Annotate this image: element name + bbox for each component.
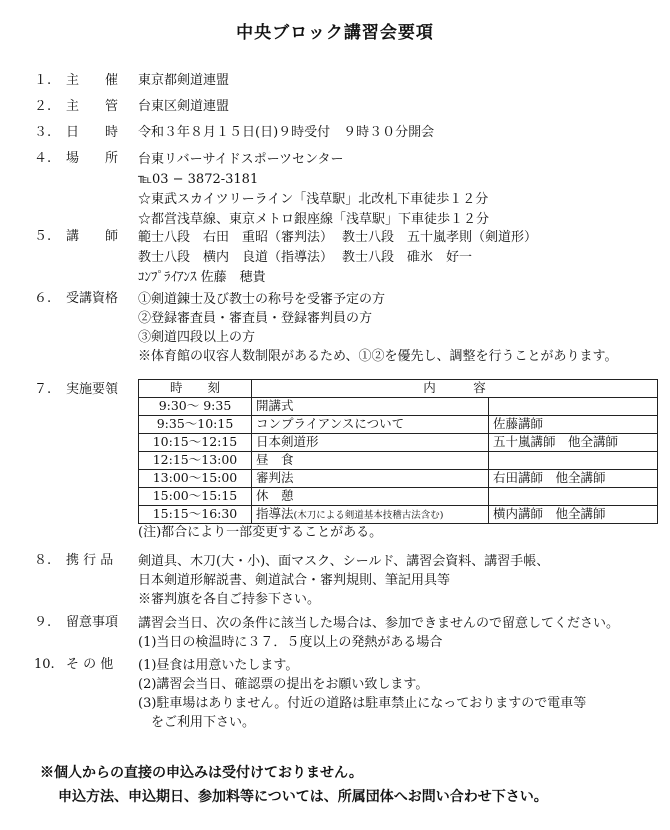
table-header-row [139,380,658,398]
section-number: ９. [34,615,52,630]
venue-access: ☆都営浅草線、東京メトロ銀座線「浅草駅」下車徒歩１２分 [138,212,490,227]
section-number: １. [34,73,52,88]
items-text: 日本剣道形解説書、剣道試合・審判規則、筆記用具等 [138,573,451,588]
section-label: 主 管 [66,99,118,114]
eligibility-item: ①剣道錬士及び教士の称号を受審予定の方 [138,292,386,307]
section-text: 東京都剣道連盟 [138,73,230,88]
section-number: ４. [34,151,52,166]
instructor-row: 教士八段 横内 良道（指導法） 教士八段 碓氷 好一 [138,250,473,265]
section-label: 受講資格 [66,291,119,306]
section-label: 留意事項 [66,615,119,630]
section-number: 10. [34,657,55,672]
other-text: (3)駐車場はありません。付近の道路は駐車禁止になっておりますので電車等 [138,696,587,711]
table-row: 15:15〜16:30 指導法(木刀による剣道基本技稽古法含む) 横内講師 他全講師 [139,506,658,524]
table-row: 9:35〜10:15 コンプライアンスについて 佐藤講師 [139,416,658,434]
items-note: ※審判旗を各自ご持参下さい。 [138,592,321,607]
venue-name: 台東リバーサイドスポーツセンター [138,152,344,167]
section-label: 講 師 [66,229,118,244]
section-number: ５. [34,229,52,244]
venue-phone: ℡03 − 3872-3181 [138,172,259,187]
footer-notice: ※個人からの直接の申込みは受付けておりません。 [40,765,363,781]
section-label: 日 時 [66,125,118,140]
section-label: 実施要領 [66,382,119,397]
section-text: 令和３年８月１５日(日)９時受付 ９時３０分開会 [138,125,435,140]
content-header: 内 容 [252,380,658,398]
other-text: をご利用下さい。 [138,715,256,730]
table-row: 12:15〜13:00 昼 食 [139,452,658,470]
other-text: (2)講習会当日、確認票の提出をお願い致します。 [138,677,429,692]
section-number: ６. [34,291,52,306]
section-label: 携 行 品 [66,553,114,568]
instructor-row: 範士八段 右田 重昭（審判法） 教士八段 五十嵐孝則（剣道形） [138,230,538,245]
notes-text: 講習会当日、次の条件に該当した場合は、参加できませんので留意してください。 [138,616,620,631]
table-row: 9:30〜 9:35 開講式 [139,398,658,416]
section-label: 主 催 [66,73,118,88]
schedule-table [138,379,658,524]
other-text: (1)昼食は用意いたします。 [138,658,299,673]
section-number: ７. [34,382,52,397]
table-row: 10:15〜12:15 日本剣道形 五十嵐講師 他全講師 [139,434,658,452]
eligibility-item: ③剣道四段以上の方 [138,330,256,345]
section-number: ２. [34,99,52,114]
eligibility-item: ②登録審査員・審査員・登録審判員の方 [138,311,373,326]
page-title: 中央ブロック講習会要項 [236,23,434,43]
eligibility-note: ※体育館の収容人数制限があるため、①②を優先し、調整を行うことがあります。 [138,349,618,364]
table-row: 13:00〜15:00 審判法 右田講師 他全講師 [139,470,658,488]
section-number: ３. [34,125,52,140]
time-header: 時 刻 [139,380,252,398]
venue-access: ☆東武スカイツリーライン「浅草駅」北改札下車徒歩１２分 [138,192,489,207]
instructor-row: ｺﾝﾌﾟﾗｲｱﾝｽ 佐藤 穂貴 [138,270,266,285]
section-text: 台東区剣道連盟 [138,99,230,114]
section-label: 場 所 [66,151,118,166]
notes-text: (1)当日の検温時に３７．５度以上の発熱がある場合 [138,635,443,650]
footer-inquiry: 申込方法、申込期日、参加料等については、所属団体へお問い合わせ下さい。 [58,789,548,805]
items-text: 剣道具、木刀(大・小)、面マスク、シールド、講習会資料、講習手帳、 [138,554,550,569]
section-label: そ の 他 [66,657,114,672]
table-row: 15:00〜15:15 休 憩 [139,488,658,506]
section-number: ８. [34,553,52,568]
